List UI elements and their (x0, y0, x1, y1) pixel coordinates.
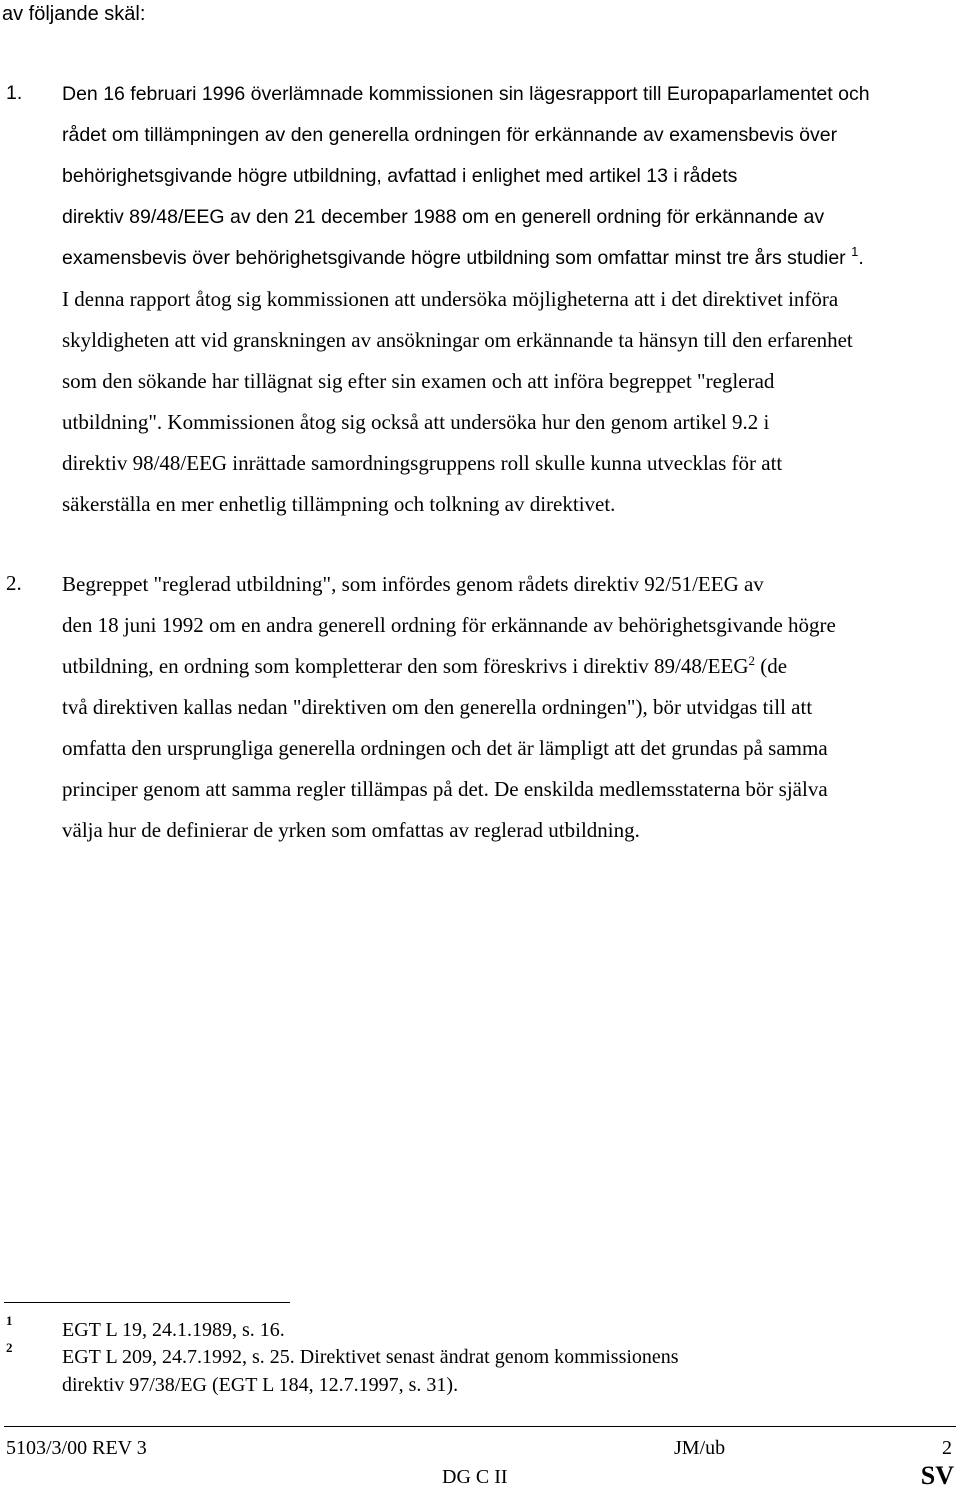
footnote-text: EGT L 19, 24.1.1989, s. 16. (62, 1319, 285, 1341)
footer-divider (4, 1426, 956, 1427)
paragraph-line: rådet om tillämpningen av den generella ordningen för erkännande av examensbevis över (62, 124, 838, 146)
paragraph-line (62, 653, 787, 679)
paragraph-line: omfatta den ursprungliga generella ordningen och det är lämpligt att det grundas på samma (62, 736, 828, 760)
footnote-text: direktiv 97/38/EG (EGT L 184, 12.7.1997, s. 31). (62, 1374, 459, 1396)
paragraph-line: Begreppet "reglerad utbildning", som infördes genom rådets direktiv 92/51/EEG av (62, 572, 764, 596)
paragraph-line-text: utbildning, en ordning som kompletterar den som föreskrivs i direktiv 89/48/EEG (62, 654, 749, 678)
language-code: SV (920, 1461, 954, 1490)
intro-text: av följande skäl: (2, 3, 146, 25)
paragraph-line: principer genom att samma regler tillämpas på det. De enskilda medlemsstaterna bör själva (62, 777, 828, 801)
paragraph-line: två direktiven kallas nedan "direktiven om den generella ordningen"), bör utvidgas till att (62, 695, 813, 719)
paragraph-number: 2. (6, 571, 22, 595)
paragraph-line: den 18 juni 1992 om en andra generell ordning för erkännande av behörighetsgivande högre (62, 613, 836, 637)
paragraph-line: direktiv 89/48/EEG av den 21 december 1988 om en generell ordning för erkännande av (62, 206, 825, 228)
paragraph-line-text: examensbevis över behörighetsgivande högre utbildning som omfattar minst tre års studier (62, 247, 846, 269)
paragraph-number: 1. (6, 82, 23, 104)
document-reference: 5103/3/00 REV 3 (6, 1437, 147, 1459)
directorate-label: DG C II (442, 1466, 508, 1488)
footnote-text: EGT L 209, 24.7.1992, s. 25. Direktivet senast ändrat genom kommissionens (62, 1346, 679, 1368)
paragraph-line: direktiv 98/48/EEG inrättade samordningsgruppens roll skulle kunna utvecklas för att (62, 451, 783, 475)
paragraph-line: behörighetsgivande högre utbildning, avfattad i enlighet med artikel 13 i rådets (62, 165, 738, 187)
paragraph-line-text: (de (754, 654, 788, 678)
sentence-end: . (858, 247, 864, 269)
footnote-ref-2[interactable]: 2 (748, 653, 755, 668)
paragraph-line (62, 245, 864, 271)
footnote-number: 1 (6, 1313, 13, 1328)
footnote-ref-1[interactable]: 1 (851, 244, 859, 259)
paragraph-line: I denna rapport åtog sig kommissionen att undersöka möjligheterna att i det direktivet införa (62, 287, 839, 311)
paragraph-line: säkerställa en mer enhetlig tillämpning och tolkning av direktivet. (62, 492, 616, 516)
footnote-number: 2 (6, 1340, 13, 1355)
paragraph-line: skyldigheten att vid granskningen av ansökningar om erkännande ta hänsyn till den erfarenhet (62, 328, 853, 352)
paragraph-line: utbildning". Kommissionen åtog sig också att undersöka hur den genom artikel 9.2 i (62, 410, 770, 434)
page-number: 2 (942, 1437, 952, 1459)
paragraph-line: Den 16 februari 1996 överlämnade kommissionen sin lägesrapport till Europaparlamentet och (62, 83, 870, 105)
paragraph-line: välja hur de definierar de yrken som omfattas av reglerad utbildning. (62, 818, 640, 842)
footnote-divider (4, 1302, 290, 1303)
paragraph-line: som den sökande har tillägnat sig efter sin examen och att införa begreppet "reglerad (62, 369, 775, 393)
author-initials: JM/ub (674, 1437, 726, 1459)
